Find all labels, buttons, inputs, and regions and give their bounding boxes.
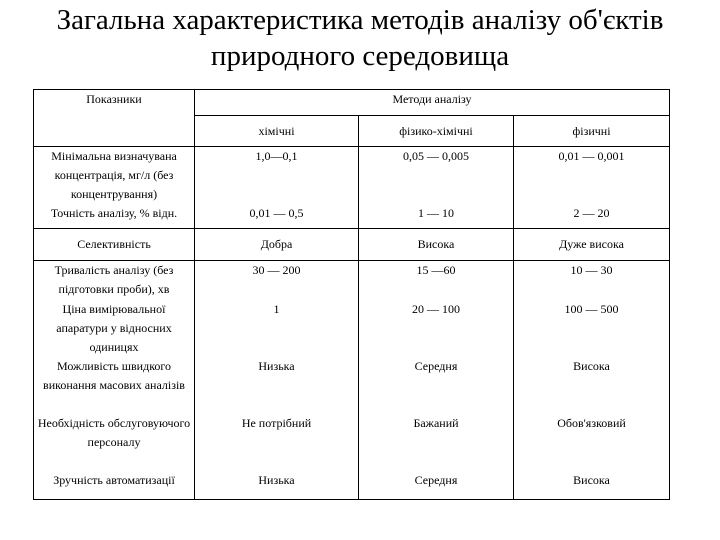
table-row [34,204,670,228]
table-row [34,414,670,471]
cell-physchem: 1 — 10 [359,204,514,228]
cell-chemical: Низька [195,357,359,414]
cell-physical: 2 — 20 [514,204,670,228]
row-label: Зручність автоматизації [34,471,195,499]
row-label: Ціна вимірювальної апаратури у відносних одиницях [34,300,195,357]
cell-physical: Висока [514,357,670,414]
row-label: Можливість швидкого виконання масових аналізів [34,357,195,414]
title-line-2: природного середовища [210,40,510,72]
cell-physchem: Середня [359,357,514,414]
table-row [34,228,670,260]
title-line-1: Загальна характеристика методів аналізу об'єктів [56,4,664,36]
header-chemical: хімічні [195,116,359,147]
table-row [34,300,670,357]
methods-table [33,89,670,500]
cell-physical: 100 — 500 [514,300,670,357]
cell-chemical: Не потрібний [195,414,359,471]
cell-chemical: Добра [195,228,359,260]
cell-physical: Висока [514,471,670,499]
cell-chemical: 30 — 200 [195,260,359,300]
cell-physical: 0,01 — 0,001 [514,147,670,205]
table-header-row [34,90,670,116]
cell-physical: Дуже висока [514,228,670,260]
table-row [34,147,670,205]
header-physical: фізичні [514,116,670,147]
cell-physical: Обов'язковий [514,414,670,471]
row-label: Необхідність обслуговуючого персоналу [34,414,195,471]
cell-physchem: Середня [359,471,514,499]
cell-physical: 10 — 30 [514,260,670,300]
cell-physchem: Бажаний [359,414,514,471]
cell-chemical: 0,01 — 0,5 [195,204,359,228]
row-label: Тривалість аналізу (без підготовки проби), хв [34,260,195,300]
row-label: Точність аналізу, % відн. [34,204,195,228]
cell-physchem: 0,05 — 0,005 [359,147,514,205]
table-row [34,260,670,300]
cell-chemical: Низька [195,471,359,499]
cell-physchem: Висока [359,228,514,260]
row-label: Селективність [34,228,195,260]
cell-chemical: 1,0—0,1 [195,147,359,205]
cell-chemical: 1 [195,300,359,357]
cell-physchem: 15 —60 [359,260,514,300]
table-row [34,471,670,499]
header-methods: Методи аналізу [195,90,670,116]
header-physchem: фізико-хімічні [359,116,514,147]
page-title [0,2,720,74]
header-indicators: Показники [34,90,195,147]
cell-physchem: 20 — 100 [359,300,514,357]
row-label: Мінімальна визначувана концентрація, мг/л (без концентрування) [34,147,195,205]
table-row [34,357,670,414]
